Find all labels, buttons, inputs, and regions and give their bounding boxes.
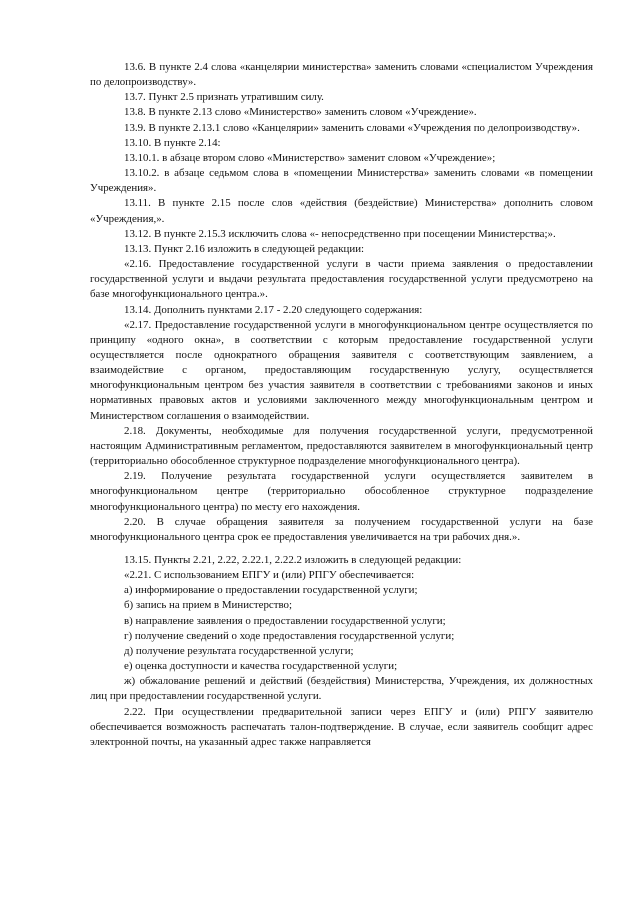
paragraph-13-8: 13.8. В пункте 2.13 слово «Министерство» заменить словом «Учреждение».: [124, 106, 477, 119]
list-item-v: в) направление заявления о предоставлении государственной услуги;: [124, 614, 446, 627]
paragraph-13-13: 13.13. Пункт 2.16 изложить в следующей редакции:: [124, 242, 365, 255]
paragraph-13-6: 13.6. В пункте 2.4 слова «канцелярии министерства» заменить словами «специалистом Учреждения по делопроизводству».: [90, 61, 593, 89]
paragraph-13-7: 13.7. Пункт 2.5 признать утратившим силу.: [124, 91, 324, 104]
paragraph-13-10-1: 13.10.1. в абзаце втором слово «Министерство» заменит словом «Учреждение»;: [124, 151, 496, 164]
paragraph-13-11: 13.11. В пункте 2.15 после слов «действия (бездействие) Министерства» дополнить словом «Учреждения,».: [90, 197, 593, 225]
paragraph-13-14: 13.14. Дополнить пунктами 2.17 - 2.20 следующего содержания:: [124, 303, 423, 316]
paragraph-13-15: 13.15. Пункты 2.21, 2.22, 2.22.1, 2.22.2 изложить в следующей редакции:: [124, 554, 462, 566]
list-item-g: г) получение сведений о ходе предоставления государственной услуги;: [124, 629, 455, 642]
list-item-a: а) информирование о предоставлении государственной услуги;: [124, 584, 418, 597]
list-item-zh: ж) обжалование решений и действий (бездействия) Министерства, Учреждения, их должностных лиц при предоставлении государственной услуги.: [90, 675, 593, 703]
paragraph-2-18: 2.18. Документы, необходимые для получения государственной услуги, предусмотренной настоящим Административным регламентом, предоставляются заявителем в многофункциональный центр (территориально обособленное структурное подразделение многофункционального центра).: [90, 424, 593, 468]
paragraph-13-10: 13.10. В пункте 2.14:: [124, 136, 221, 149]
paragraph-2-20: 2.20. В случае обращения заявителя за получением государственной услуги на базе многофункционального центра срок ее предоставления увеличивается на три рабочих дня.».: [90, 515, 593, 543]
paragraph-2-16: «2.16. Предоставление государственной услуги в части приема заявления о предоставлении государственной услуги и выдачи результата предоставления государственной услуги предусмотрено на базе многофункционального центра.».: [90, 258, 593, 301]
list-item-e: е) оценка доступности и качества государственной услуги;: [124, 660, 398, 673]
paragraph-13-9: 13.9. В пункте 2.13.1 слово «Канцелярии» заменить словами «Учреждения по делопроизводству».: [124, 121, 580, 134]
paragraph-2-17: «2.17. Предоставление государственной услуги в многофункциональном центре осуществляется по принципу «одного окна», в соответствии с которым предоставление государственной услуги осуществляется после однократного обращения заявителя с соответствующим заявлением, а взаимодействие с органом, предоставляющим государственную услугу, осуществляется многофункциональным центром без участия заявителя в соответствии с требованиями законов и иных нормативных правовых актов и условиями заключенного между многофункциональным центром и Министерством соглашения о взаимодействии.: [90, 318, 593, 422]
paragraph-2-21: «2.21. С использованием ЕПГУ и (или) РПГУ обеспечивается:: [124, 569, 415, 582]
paragraph-2-22: 2.22. При осуществлении предварительной записи через ЕПГУ и (или) РПГУ заявителю обеспечивается возможность распечатать талон-подтверждение. В случае, если заявитель сообщит адрес электронной почты, на указанный адрес также направляется: [90, 705, 593, 748]
list-item-d: д) получение результата государственной услуги;: [124, 644, 354, 657]
list-item-b: б) запись на прием в Министерство;: [124, 599, 293, 612]
paragraph-13-10-2: 13.10.2. в абзаце седьмом слова в «помещении Министерства» заменить словами «в помещении Учреждения».: [90, 167, 593, 195]
paragraph-13-12: 13.12. В пункте 2.15.3 исключить слова «- непосредственно при посещении Министерства;».: [124, 227, 556, 240]
paragraph-2-19: 2.19. Получение результата государственной услуги осуществляется заявителем в многофункциональном центре (территориально обособленное структурное подразделение многофункционального центра) по месту его нахождения.: [90, 470, 593, 513]
document-page: [90, 60, 593, 750]
